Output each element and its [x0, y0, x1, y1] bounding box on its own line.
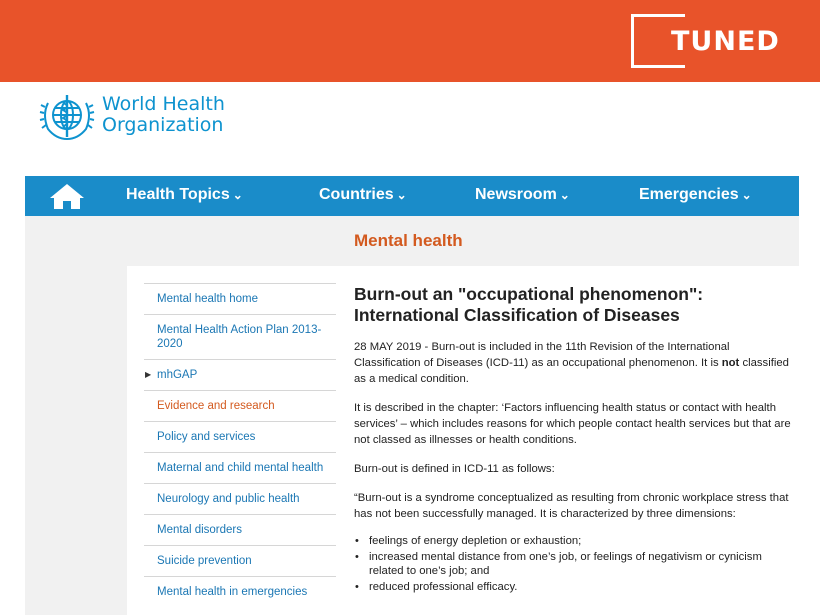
- article-paragraph-1: [354, 339, 794, 387]
- sidebar-item-label: Mental health in emergencies: [157, 586, 308, 598]
- sidebar-item-mental-health-home[interactable]: [144, 283, 336, 314]
- triangle-right-icon: ▶: [145, 370, 152, 379]
- sidebar-item-label: Maternal and child mental health: [157, 462, 324, 474]
- article-paragraph-3: Burn-out is defined in ICD-11 as follows:: [354, 463, 555, 475]
- sidebar-item-label: mhGAP: [157, 369, 198, 381]
- sidebar-item-label: Mental Health Action Plan 2013-2020: [157, 324, 322, 350]
- chevron-down-icon: ⌄: [396, 188, 407, 202]
- who-name-line2: Organization: [102, 114, 224, 136]
- article-title: Burn-out an "occupational phenomenon": International Classification of Diseases: [354, 284, 704, 325]
- sidebar-item-maternal-child[interactable]: [144, 452, 336, 483]
- list-item: • feelings of energy depletion or exhaustion;: [354, 534, 794, 548]
- sidebar-item-policy-services[interactable]: [144, 421, 336, 452]
- who-name-line1: World Health: [102, 93, 225, 115]
- sidebar-item-suicide-prevention[interactable]: [144, 545, 336, 576]
- chevron-down-icon: ⌄: [559, 188, 570, 202]
- who-name: [102, 94, 225, 136]
- sidebar-item-mhgap[interactable]: [144, 359, 336, 390]
- tuned-logo: [631, 14, 783, 68]
- sidebar-item-neurology[interactable]: [144, 483, 336, 514]
- tuned-logo-text: TUNED: [671, 26, 780, 57]
- who-emblem-icon: [38, 89, 96, 141]
- sidebar-item-evidence-research[interactable]: [144, 390, 336, 421]
- nav-countries-label: Countries: [319, 186, 394, 203]
- article-paragraph-2: It is described in the chapter: ‘Factors influencing health status or contact with health services’ – which includes reasons for which people contact health services but that are not classed as illnesses or health conditions.: [354, 402, 791, 446]
- who-logo[interactable]: [38, 88, 225, 142]
- article: [354, 284, 794, 596]
- nav-emergencies-label: Emergencies: [639, 186, 739, 203]
- sidebar-item-label: Mental health home: [157, 293, 259, 305]
- article-bullet-list: [354, 534, 794, 594]
- nav-newsroom[interactable]: [475, 186, 570, 204]
- nav-newsroom-label: Newsroom: [475, 186, 557, 203]
- sidebar-item-label: Policy and services: [157, 431, 256, 443]
- nav-emergencies[interactable]: [639, 186, 752, 204]
- sidebar-item-label: Mental disorders: [157, 524, 243, 536]
- article-p1-text-end: classified as a medical condition.: [354, 357, 789, 385]
- article-p1-emphasis: not: [721, 357, 740, 369]
- list-item: • increased mental distance from one’s job, or feelings of negativism or cynicism related to one’s job; and: [354, 550, 794, 578]
- list-item: • reduced professional efficacy.: [354, 580, 794, 594]
- article-paragraph-4: “Burn-out is a syndrome conceptualized as resulting from chronic workplace stress that has not been successfully managed. It is characterized by three dimensions:: [354, 492, 789, 520]
- article-p1-text: 28 MAY 2019 - Burn-out is included in the 11th Revision of the International Classification of Diseases (ICD-11) as an occupational phenomenon. It is: [354, 341, 730, 369]
- chevron-down-icon: ⌄: [741, 188, 752, 202]
- sidebar-item-emergencies[interactable]: [144, 576, 336, 607]
- sidebar-item-label: Suicide prevention: [157, 555, 252, 567]
- nav-countries[interactable]: [319, 186, 407, 204]
- main-nav: [25, 176, 799, 216]
- sidebar-item-label: Evidence and research: [157, 400, 275, 412]
- sidebar-nav: [144, 283, 336, 607]
- section-title[interactable]: Mental health: [354, 231, 463, 250]
- sidebar-item-label: Neurology and public health: [157, 493, 300, 505]
- sidebar-item-action-plan[interactable]: [144, 314, 336, 359]
- home-icon[interactable]: [47, 182, 87, 210]
- nav-health-topics-label: Health Topics: [126, 186, 230, 203]
- chevron-down-icon: ⌄: [232, 188, 243, 202]
- nav-health-topics[interactable]: [126, 186, 243, 204]
- sidebar-item-mental-disorders[interactable]: [144, 514, 336, 545]
- top-banner: [0, 0, 820, 82]
